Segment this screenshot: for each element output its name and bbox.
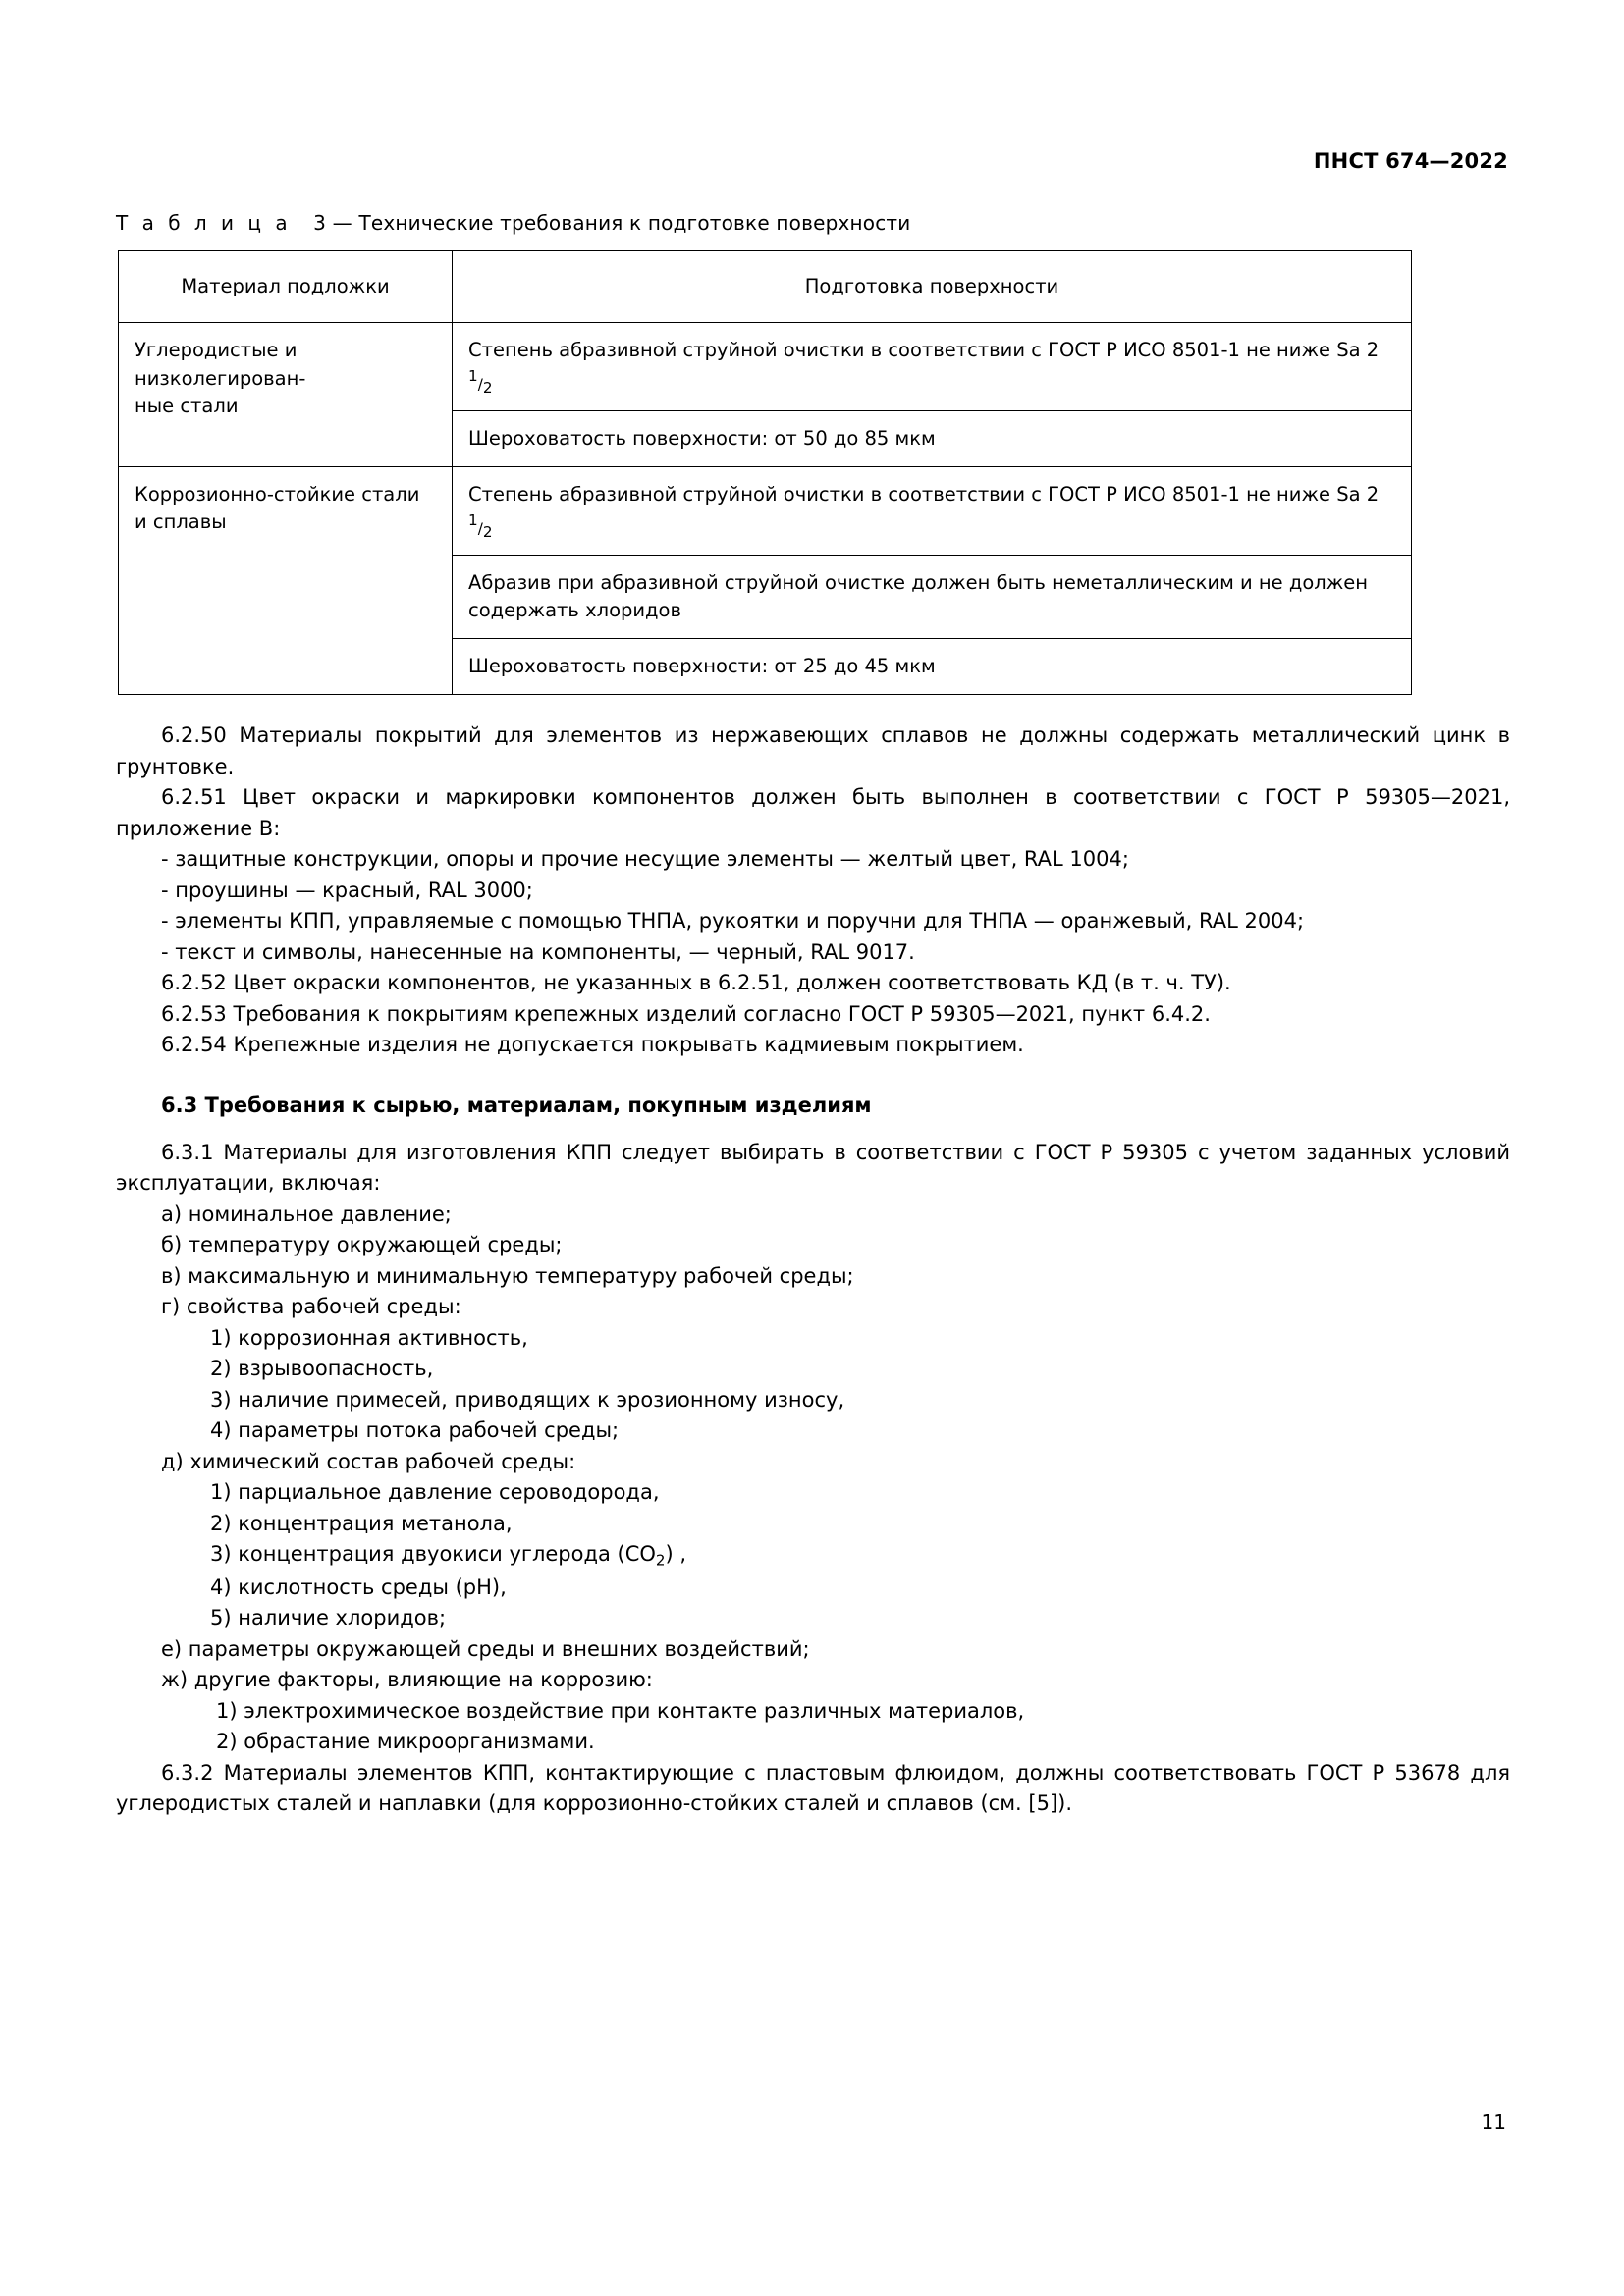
list-item-zh-2: 2) обрастание микроорганизмами. (216, 1730, 595, 1754)
list-item-d-2: 2) концентрация метанола, (210, 1511, 513, 1535)
body-text (116, 721, 1510, 1819)
paragraph-6-2-53: 6.2.53 Требования к покрытиям крепежных изделий согласно ГОСТ Р 59305—2021, пункт 6.4.2. (161, 1001, 1211, 1026)
co2-subscript: 2 (655, 1551, 666, 1570)
list-item-v: в) максимальную и минимальную температуру рабочей среды; (161, 1263, 854, 1288)
list-item-zh-1: 1) электрохимическое воздействие при контакте различных материалов, (216, 1698, 1025, 1723)
table-caption-number: 3 (313, 211, 327, 235)
paragraph-6-3-1: 6.3.1 Материалы для изготовления КПП следует выбирать в соответствии с ГОСТ Р 59305 с учетом заданных условий эксплуатации, включая: (116, 1140, 1510, 1196)
list-item-d-1: 1) парциальное давление сероводорода, (210, 1480, 660, 1505)
table-cell-requirement: Шероховатость поверхности: от 50 до 85 мкм (453, 410, 1412, 466)
table-row (119, 467, 1412, 556)
list-item-d-4: 4) кислотность среды (pH), (210, 1575, 507, 1599)
requirement-text: Степень абразивной струйной очистки в соответствии с ГОСТ Р ИСО 8501-1 не ниже Sa 2 (468, 339, 1380, 362)
list-item-zh: ж) другие факторы, влияющие на коррозию: (161, 1668, 653, 1692)
requirement-text: Степень абразивной струйной очистки в соответствии с ГОСТ Р ИСО 8501-1 не ниже Sa 2 (468, 483, 1380, 507)
list-item-b: б) температуру окружающей среды; (161, 1233, 563, 1257)
list-item-d-3-text: 3) концентрация двуокиси углерода (CO (210, 1542, 656, 1567)
fraction: $^1/_2$ (468, 511, 493, 542)
table-cell-material: Углеродистые и низколегирован- ные стали (119, 323, 453, 467)
fraction-numerator: 1 (468, 511, 478, 530)
table-cell-requirement: Шероховатость поверхности: от 25 до 45 мкм (453, 639, 1412, 695)
paragraph-6-2-51: 6.2.51 Цвет окраски и маркировки компонентов должен быть выполнен в соответствии с ГОСТ Р 59305—2021, приложение В: (116, 785, 1510, 840)
table-cell-material: Коррозионно-стойкие стали и сплавы (119, 467, 453, 695)
list-item-g: г) свойства рабочей среды: (161, 1295, 461, 1319)
paragraph-6-2-50: 6.2.50 Материалы покрытий для элементов из нержавеющих сплавов не должны содержать металлический цинк в грунтовке. (116, 723, 1510, 778)
table-caption (116, 211, 1510, 235)
list-item-g-2: 2) взрывоопасность, (210, 1357, 434, 1381)
table-cell-requirement (453, 467, 1412, 556)
table-caption-title: Технические требования к подготовке поверхности (358, 211, 911, 235)
list-item-dash-4: - текст и символы, нанесенные на компоненты, — черный, RAL 9017. (161, 939, 915, 964)
fraction-denominator: 2 (482, 379, 493, 398)
table-row (119, 323, 1412, 411)
table-cell-requirement: Абразив при абразивной струйной очистке должен быть неметаллическим и не должен содержать хлоридов (453, 555, 1412, 639)
page-header (1314, 149, 1508, 173)
table-header-preparation: Подготовка поверхности (453, 251, 1412, 323)
fraction-numerator: 1 (468, 367, 478, 386)
list-item-a: а) номинальное давление; (161, 1201, 452, 1226)
list-item-d-5: 5) наличие хлоридов; (210, 1606, 447, 1630)
paragraph-6-2-52: 6.2.52 Цвет окраски компонентов, не указанных в 6.2.51, должен соответствовать КД (в т. ч. ТУ). (161, 971, 1231, 995)
fraction: $^1/_2$ (468, 367, 493, 398)
paragraph-6-3-2: 6.3.2 Материалы элементов КПП, контактирующие с пластовым флюидом, должны соответствовать ГОСТ Р 53678 для углеродистых сталей и наплавки (для коррозионно-стойких сталей и сплавов (см. [5]). (116, 1760, 1510, 1816)
section-heading-6-3: 6.3 Требования к сырью, материалам, покупным изделиям (161, 1093, 872, 1117)
list-item-dash-3: - элементы КПП, управляемые с помощью ТНПА, рукоятки и поручни для ТНПА — оранжевый, RAL 2004; (161, 909, 1305, 934)
list-item-dash-2: - проушины — красный, RAL 3000; (161, 878, 533, 902)
list-item-d-3 (116, 1539, 1510, 1572)
table-header-material: Материал подложки (119, 251, 453, 323)
table-cell-requirement (453, 323, 1412, 411)
list-item-g-4: 4) параметры потока рабочей среды; (210, 1418, 620, 1443)
list-item-g-1: 1) коррозионная активность, (210, 1325, 528, 1350)
list-item-dash-1: - защитные конструкции, опоры и прочие несущие элементы — желтый цвет, RAL 1004; (161, 847, 1129, 872)
page-content (116, 211, 1510, 1820)
surface-preparation-table (118, 250, 1412, 695)
standard-id: ПНСТ 674—2022 (1313, 149, 1508, 173)
table-caption-dash: — (332, 211, 352, 235)
table-header-row (119, 251, 1412, 323)
fraction-denominator: 2 (482, 523, 493, 542)
table-caption-label: Т а б л и ц а (116, 211, 292, 235)
list-item-g-3: 3) наличие примесей, приводящих к эрозионному износу, (210, 1387, 845, 1412)
paragraph-6-2-54: 6.2.54 Крепежные изделия не допускается покрывать кадмиевым покрытием. (161, 1033, 1024, 1057)
list-item-d-3-tail: ) , (665, 1542, 687, 1567)
list-item-e: е) параметры окружающей среды и внешних воздействий; (161, 1636, 810, 1661)
list-item-d: д) химический состав рабочей среды: (161, 1449, 576, 1473)
page-number: 11 (1481, 2110, 1506, 2134)
